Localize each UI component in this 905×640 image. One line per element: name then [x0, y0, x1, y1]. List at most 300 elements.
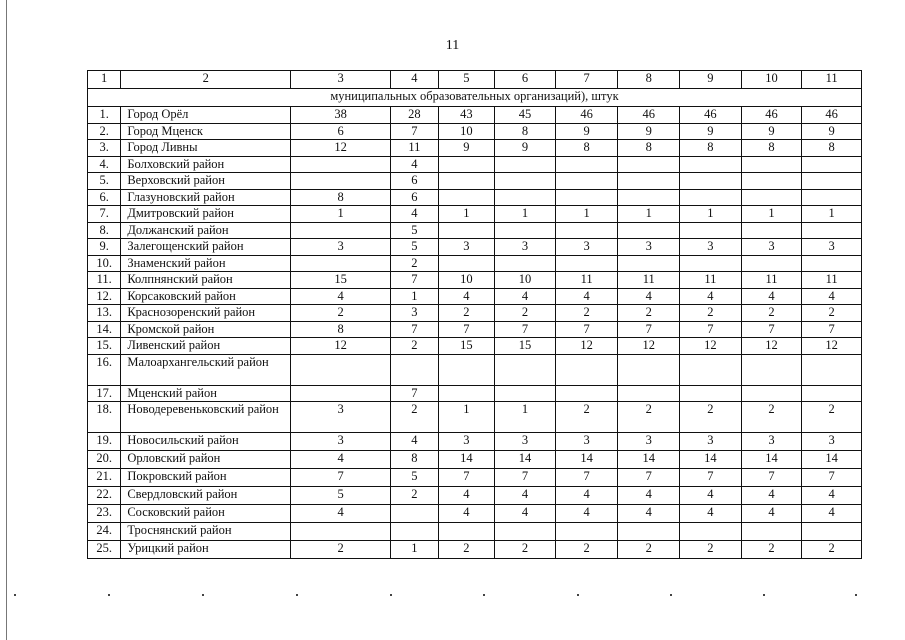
value-cell: [495, 156, 556, 173]
header-cell: 2: [121, 71, 291, 89]
district-name: Город Ливны: [121, 140, 291, 157]
district-name: Знаменский район: [121, 255, 291, 272]
value-cell: 3: [555, 239, 618, 256]
data-table: [87, 70, 862, 559]
value-cell: 45: [495, 107, 556, 124]
value-cell: 3: [802, 239, 862, 256]
value-cell: [741, 523, 802, 541]
value-cell: 2: [438, 541, 495, 559]
value-cell: [291, 156, 391, 173]
value-cell: 4: [741, 505, 802, 523]
value-cell: 2: [618, 541, 680, 559]
value-cell: 9: [680, 123, 742, 140]
value-cell: 12: [741, 338, 802, 355]
value-cell: 14: [438, 451, 495, 469]
row-number: 4.: [88, 156, 121, 173]
scan-artifact-dots: [0, 594, 905, 604]
value-cell: 5: [391, 239, 438, 256]
value-cell: 7: [680, 469, 742, 487]
value-cell: 1: [391, 541, 438, 559]
value-cell: 12: [802, 338, 862, 355]
table-row: [88, 107, 862, 124]
value-cell: 4: [618, 288, 680, 305]
header-cell: 8: [618, 71, 680, 89]
value-cell: [680, 523, 742, 541]
table-row: [88, 451, 862, 469]
value-cell: 7: [291, 469, 391, 487]
district-name: Дмитровский район: [121, 206, 291, 223]
row-number: 19.: [88, 433, 121, 451]
value-cell: 4: [391, 433, 438, 451]
value-cell: 2: [555, 305, 618, 322]
value-cell: [741, 354, 802, 385]
value-cell: 4: [555, 487, 618, 505]
value-cell: 46: [802, 107, 862, 124]
district-name: Колпнянский район: [121, 272, 291, 289]
value-cell: [618, 385, 680, 402]
value-cell: [495, 173, 556, 190]
district-name: Малоархангельский район: [121, 354, 291, 385]
value-cell: [680, 189, 742, 206]
value-cell: 3: [291, 239, 391, 256]
value-cell: [438, 222, 495, 239]
value-cell: 14: [618, 451, 680, 469]
row-number: 17.: [88, 385, 121, 402]
value-cell: 3: [741, 239, 802, 256]
table-row: [88, 123, 862, 140]
value-cell: 11: [618, 272, 680, 289]
value-cell: 8: [802, 140, 862, 157]
value-cell: 7: [555, 321, 618, 338]
header-cell: 1: [88, 71, 121, 89]
section-caption: муниципальных образовательных организаций), штук: [88, 89, 862, 107]
value-cell: 12: [291, 140, 391, 157]
header-cell: 11: [802, 71, 862, 89]
row-number: 12.: [88, 288, 121, 305]
table-row: [88, 206, 862, 223]
value-cell: 2: [802, 305, 862, 322]
value-cell: [618, 189, 680, 206]
table-row: [88, 385, 862, 402]
value-cell: [555, 385, 618, 402]
value-cell: [555, 173, 618, 190]
value-cell: 8: [291, 189, 391, 206]
row-number: 15.: [88, 338, 121, 355]
value-cell: 4: [555, 288, 618, 305]
value-cell: [495, 354, 556, 385]
value-cell: 9: [802, 123, 862, 140]
value-cell: [618, 354, 680, 385]
value-cell: 4: [438, 487, 495, 505]
table-row: [88, 402, 862, 433]
value-cell: 6: [391, 173, 438, 190]
value-cell: [555, 255, 618, 272]
value-cell: [291, 385, 391, 402]
header-cell: 3: [291, 71, 391, 89]
value-cell: 4: [291, 451, 391, 469]
value-cell: 6: [291, 123, 391, 140]
section-caption-row: [88, 89, 862, 107]
value-cell: 46: [741, 107, 802, 124]
value-cell: 2: [555, 402, 618, 433]
value-cell: 1: [495, 402, 556, 433]
value-cell: [495, 255, 556, 272]
table-row: [88, 272, 862, 289]
header-cell: 5: [438, 71, 495, 89]
value-cell: 10: [438, 272, 495, 289]
value-cell: 4: [438, 288, 495, 305]
value-cell: 7: [555, 469, 618, 487]
table-row: [88, 505, 862, 523]
value-cell: [291, 173, 391, 190]
header-row: [88, 71, 862, 89]
value-cell: 2: [391, 402, 438, 433]
value-cell: 2: [618, 402, 680, 433]
value-cell: [438, 189, 495, 206]
header-cell: 10: [741, 71, 802, 89]
value-cell: 7: [438, 469, 495, 487]
value-cell: 2: [741, 402, 802, 433]
value-cell: 9: [495, 140, 556, 157]
value-cell: 8: [495, 123, 556, 140]
row-number: 23.: [88, 505, 121, 523]
value-cell: 38: [291, 107, 391, 124]
value-cell: 2: [391, 487, 438, 505]
table-row: [88, 523, 862, 541]
value-cell: [555, 354, 618, 385]
row-number: 8.: [88, 222, 121, 239]
district-name: Новосильский район: [121, 433, 291, 451]
value-cell: 4: [802, 505, 862, 523]
value-cell: 3: [391, 305, 438, 322]
value-cell: 7: [438, 321, 495, 338]
value-cell: 2: [391, 255, 438, 272]
table-row: [88, 469, 862, 487]
value-cell: 1: [291, 206, 391, 223]
value-cell: [680, 173, 742, 190]
value-cell: 14: [741, 451, 802, 469]
value-cell: 7: [802, 469, 862, 487]
value-cell: 15: [438, 338, 495, 355]
value-cell: 3: [802, 433, 862, 451]
value-cell: [741, 189, 802, 206]
value-cell: [680, 255, 742, 272]
value-cell: 14: [680, 451, 742, 469]
value-cell: 11: [802, 272, 862, 289]
value-cell: 11: [741, 272, 802, 289]
district-name: Мценский район: [121, 385, 291, 402]
value-cell: 12: [555, 338, 618, 355]
value-cell: 3: [618, 239, 680, 256]
value-cell: 3: [438, 433, 495, 451]
value-cell: 8: [618, 140, 680, 157]
district-name: Новодеревеньковский район: [121, 402, 291, 433]
header-cell: 4: [391, 71, 438, 89]
district-name: Сосковский район: [121, 505, 291, 523]
value-cell: 4: [802, 288, 862, 305]
row-number: 18.: [88, 402, 121, 433]
district-name: Троснянский район: [121, 523, 291, 541]
value-cell: 4: [741, 288, 802, 305]
table-row: [88, 140, 862, 157]
table-row: [88, 354, 862, 385]
value-cell: 7: [741, 469, 802, 487]
table-row: [88, 173, 862, 190]
value-cell: 8: [391, 451, 438, 469]
value-cell: 1: [680, 206, 742, 223]
row-number: 10.: [88, 255, 121, 272]
value-cell: 10: [438, 123, 495, 140]
row-number: 6.: [88, 189, 121, 206]
value-cell: 1: [741, 206, 802, 223]
table-row: [88, 222, 862, 239]
value-cell: 9: [618, 123, 680, 140]
value-cell: 15: [495, 338, 556, 355]
value-cell: 3: [291, 402, 391, 433]
value-cell: [680, 354, 742, 385]
district-name: Кромской район: [121, 321, 291, 338]
value-cell: 7: [391, 123, 438, 140]
value-cell: 3: [680, 433, 742, 451]
value-cell: [438, 385, 495, 402]
value-cell: [291, 523, 391, 541]
value-cell: 5: [391, 222, 438, 239]
value-cell: [438, 156, 495, 173]
table-row: [88, 255, 862, 272]
district-name: Глазуновский район: [121, 189, 291, 206]
row-number: 5.: [88, 173, 121, 190]
value-cell: [680, 222, 742, 239]
value-cell: 7: [618, 321, 680, 338]
table-row: [88, 156, 862, 173]
value-cell: 2: [495, 305, 556, 322]
value-cell: 14: [495, 451, 556, 469]
district-name: Орловский район: [121, 451, 291, 469]
value-cell: [555, 156, 618, 173]
value-cell: [802, 523, 862, 541]
value-cell: 12: [680, 338, 742, 355]
value-cell: 46: [618, 107, 680, 124]
value-cell: 3: [555, 433, 618, 451]
table-row: [88, 189, 862, 206]
value-cell: [741, 156, 802, 173]
value-cell: [555, 222, 618, 239]
value-cell: 4: [680, 505, 742, 523]
table-row: [88, 433, 862, 451]
value-cell: 8: [291, 321, 391, 338]
value-cell: [438, 173, 495, 190]
value-cell: 1: [802, 206, 862, 223]
value-cell: 7: [391, 385, 438, 402]
value-cell: 4: [438, 505, 495, 523]
value-cell: 28: [391, 107, 438, 124]
row-number: 21.: [88, 469, 121, 487]
value-cell: [802, 385, 862, 402]
district-name: Краснозоренский район: [121, 305, 291, 322]
value-cell: 5: [291, 487, 391, 505]
value-cell: [802, 173, 862, 190]
value-cell: [391, 523, 438, 541]
value-cell: [438, 523, 495, 541]
value-cell: [618, 255, 680, 272]
value-cell: 9: [438, 140, 495, 157]
value-cell: [741, 222, 802, 239]
value-cell: 7: [391, 321, 438, 338]
value-cell: 11: [680, 272, 742, 289]
value-cell: 2: [495, 541, 556, 559]
value-cell: [291, 354, 391, 385]
value-cell: 4: [495, 487, 556, 505]
district-name: Верховский район: [121, 173, 291, 190]
value-cell: 1: [495, 206, 556, 223]
value-cell: 4: [495, 505, 556, 523]
value-cell: 2: [741, 541, 802, 559]
value-cell: [802, 222, 862, 239]
district-name: Свердловский район: [121, 487, 291, 505]
value-cell: 3: [495, 239, 556, 256]
value-cell: [741, 255, 802, 272]
value-cell: 4: [391, 156, 438, 173]
district-name: Урицкий район: [121, 541, 291, 559]
row-number: 9.: [88, 239, 121, 256]
value-cell: 2: [802, 541, 862, 559]
district-name: Залегощенский район: [121, 239, 291, 256]
value-cell: 4: [391, 206, 438, 223]
value-cell: 2: [802, 402, 862, 433]
value-cell: [438, 354, 495, 385]
district-name: Должанский район: [121, 222, 291, 239]
value-cell: 4: [291, 505, 391, 523]
value-cell: 3: [438, 239, 495, 256]
value-cell: [802, 354, 862, 385]
value-cell: [618, 173, 680, 190]
value-cell: 2: [680, 305, 742, 322]
value-cell: [291, 222, 391, 239]
value-cell: 7: [680, 321, 742, 338]
row-number: 20.: [88, 451, 121, 469]
row-number: 16.: [88, 354, 121, 385]
value-cell: [555, 189, 618, 206]
header-cell: 6: [495, 71, 556, 89]
value-cell: 2: [555, 541, 618, 559]
header-cell: 9: [680, 71, 742, 89]
value-cell: [555, 523, 618, 541]
table-row: [88, 541, 862, 559]
value-cell: 6: [391, 189, 438, 206]
value-cell: 11: [391, 140, 438, 157]
value-cell: 12: [618, 338, 680, 355]
value-cell: 10: [495, 272, 556, 289]
row-number: 24.: [88, 523, 121, 541]
value-cell: 1: [438, 206, 495, 223]
value-cell: [618, 222, 680, 239]
value-cell: 7: [495, 469, 556, 487]
value-cell: [495, 523, 556, 541]
value-cell: [618, 156, 680, 173]
value-cell: 1: [618, 206, 680, 223]
value-cell: 2: [291, 541, 391, 559]
value-cell: 2: [438, 305, 495, 322]
district-name: Корсаковский район: [121, 288, 291, 305]
value-cell: 4: [555, 505, 618, 523]
value-cell: 2: [741, 305, 802, 322]
value-cell: 12: [291, 338, 391, 355]
value-cell: 8: [741, 140, 802, 157]
value-cell: 4: [495, 288, 556, 305]
table-row: [88, 338, 862, 355]
row-number: 13.: [88, 305, 121, 322]
value-cell: 4: [680, 487, 742, 505]
row-number: 11.: [88, 272, 121, 289]
value-cell: 2: [291, 305, 391, 322]
row-number: 25.: [88, 541, 121, 559]
row-number: 1.: [88, 107, 121, 124]
value-cell: 2: [680, 402, 742, 433]
value-cell: [391, 505, 438, 523]
value-cell: [495, 222, 556, 239]
row-number: 14.: [88, 321, 121, 338]
value-cell: 3: [291, 433, 391, 451]
value-cell: 7: [495, 321, 556, 338]
table-row: [88, 239, 862, 256]
table-row: [88, 321, 862, 338]
value-cell: [618, 523, 680, 541]
value-cell: 5: [391, 469, 438, 487]
district-name: Город Орёл: [121, 107, 291, 124]
value-cell: 9: [555, 123, 618, 140]
value-cell: 3: [680, 239, 742, 256]
row-number: 22.: [88, 487, 121, 505]
value-cell: [391, 354, 438, 385]
value-cell: [438, 255, 495, 272]
value-cell: 14: [802, 451, 862, 469]
value-cell: [741, 173, 802, 190]
value-cell: 3: [741, 433, 802, 451]
district-name: Город Мценск: [121, 123, 291, 140]
value-cell: 4: [618, 505, 680, 523]
row-number: 7.: [88, 206, 121, 223]
value-cell: 1: [391, 288, 438, 305]
value-cell: 4: [618, 487, 680, 505]
row-number: 3.: [88, 140, 121, 157]
value-cell: [495, 385, 556, 402]
value-cell: [291, 255, 391, 272]
value-cell: [802, 189, 862, 206]
value-cell: 4: [291, 288, 391, 305]
value-cell: [495, 189, 556, 206]
value-cell: 3: [618, 433, 680, 451]
table-row: [88, 288, 862, 305]
value-cell: 15: [291, 272, 391, 289]
header-cell: 7: [555, 71, 618, 89]
value-cell: [741, 385, 802, 402]
value-cell: 2: [680, 541, 742, 559]
value-cell: 43: [438, 107, 495, 124]
value-cell: 2: [618, 305, 680, 322]
row-number: 2.: [88, 123, 121, 140]
district-name: Болховский район: [121, 156, 291, 173]
district-name: Ливенский район: [121, 338, 291, 355]
value-cell: 7: [741, 321, 802, 338]
value-cell: [802, 156, 862, 173]
value-cell: [680, 156, 742, 173]
value-cell: 7: [618, 469, 680, 487]
value-cell: 46: [680, 107, 742, 124]
table-row: [88, 487, 862, 505]
value-cell: 11: [555, 272, 618, 289]
value-cell: [802, 255, 862, 272]
district-name: Покровский район: [121, 469, 291, 487]
